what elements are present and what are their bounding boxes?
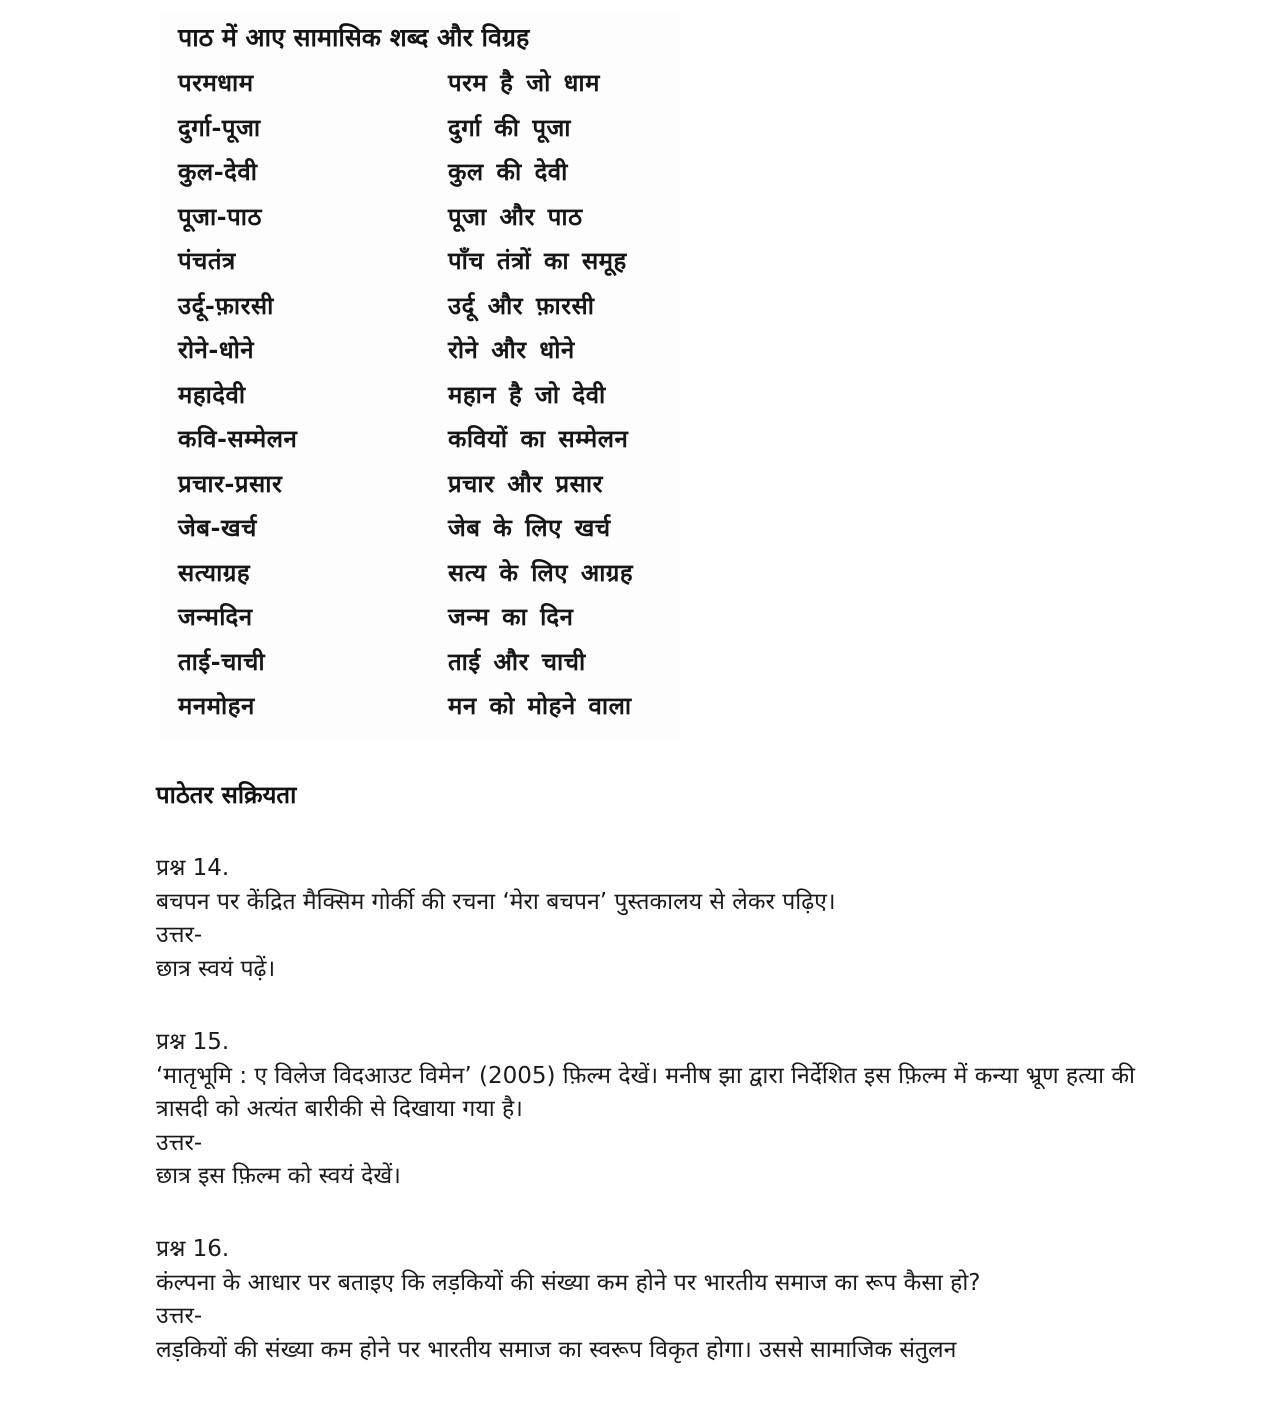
question-number: प्रश्न 14.	[156, 855, 230, 881]
samasik-pair	[178, 600, 678, 645]
samasik-word: महादेवी	[178, 379, 246, 409]
samasik-word: सत्याग्रह	[178, 557, 251, 587]
samasik-word: पूजा-पाठ	[178, 201, 262, 231]
samasik-pair-list	[178, 66, 678, 734]
samasik-vigrah: रोने और धोने	[448, 335, 575, 364]
samasik-vigrah: परम है जो धाम	[448, 68, 600, 97]
samasik-pair	[178, 244, 678, 289]
samasik-vigrah: पूजा और पाठ	[448, 201, 583, 231]
answer-label: उत्तर-	[156, 1303, 203, 1329]
samasik-pair	[178, 111, 678, 156]
samasik-pair	[178, 378, 678, 423]
samasik-vigrah: मन को मोहने वाला	[448, 691, 632, 720]
answer-label: उत्तर-	[156, 1129, 203, 1156]
scanned-textbook-excerpt	[160, 14, 680, 739]
samasik-word: जन्मदिन	[178, 602, 253, 631]
samasik-pair	[178, 645, 678, 690]
question-number: प्रश्न 15.	[156, 1029, 230, 1055]
samasik-word: जेब-खर्च	[178, 513, 257, 542]
samasik-vigrah: पाँच तंत्रों का समूह	[448, 246, 627, 275]
samasik-vigrah: महान है जो देवी	[448, 379, 606, 409]
samasik-word: पंचतंत्र	[178, 246, 236, 275]
question-text: बचपन पर केंद्रित मैक्सिम गोर्की की रचना ‘मेरा बचपन’ पुस्तकालय से लेकर पढ़िए।	[156, 888, 836, 915]
samasik-pair	[178, 66, 678, 111]
samasik-pair	[178, 200, 678, 245]
section-heading: पाठेतर सक्रियता	[156, 781, 297, 809]
samasik-word: कुल-देवी	[178, 157, 258, 186]
samasik-vigrah: ताई और चाची	[448, 646, 586, 676]
samasik-pair	[178, 467, 678, 512]
samasik-pair	[178, 689, 678, 734]
samasik-word: ताई-चाची	[178, 646, 266, 676]
samasik-word: कवि-सम्मेलन	[178, 424, 298, 453]
samasik-pair	[178, 289, 678, 334]
question-text: कंल्पना के आधार पर बताइए कि लड़कियों की संख्या कम होने पर भारतीय समाज का रूप कैसा हो?	[156, 1269, 981, 1296]
samasik-vigrah: उर्दू और फ़ारसी	[448, 290, 595, 320]
samasik-vigrah: सत्य के लिए आग्रह	[448, 557, 634, 587]
samasik-pair	[178, 333, 678, 378]
question-text: ‘मातृभूमि : ए विलेज विदआउट विमेन’ (2005) फ़िल्म देखें। मनीष झा द्वारा निर्देशित इस फ़िल्म में कन्या भ्रूण हत्या की त्रासदी को अत्यंत बारीकी से दिखाया गया है।	[156, 1062, 1136, 1122]
samasik-word: प्रचार-प्रसार	[178, 468, 283, 498]
samasik-vigrah: जेब के लिए खर्च	[448, 513, 611, 542]
answer-text: छात्र इस फ़िल्म को स्वयं देखें।	[156, 1163, 401, 1189]
samasik-pair	[178, 511, 678, 556]
samasik-word: मनमोहन	[178, 691, 255, 720]
samasik-pair	[178, 422, 678, 467]
samasik-pair	[178, 556, 678, 601]
samasik-vigrah: दुर्गा की पूजा	[448, 112, 571, 142]
question-number: प्रश्न 16.	[156, 1236, 230, 1262]
answer-text: छात्र स्वयं पढ़ें।	[156, 955, 276, 982]
samasik-word: रोने-धोने	[178, 335, 255, 364]
answer-label: उत्तर-	[156, 922, 203, 948]
samasik-vigrah: कुल की देवी	[448, 157, 568, 186]
samasik-title: पाठ में आए सामासिक शब्द और विग्रह	[178, 23, 530, 52]
answer-text: लड़कियों की संख्या कम होने पर भारतीय समाज का स्वरूप विकृत होगा। उससे सामाजिक संतुलन	[156, 1336, 957, 1363]
samasik-pair	[178, 155, 678, 200]
samasik-vigrah: जन्म का दिन	[448, 602, 574, 631]
samasik-vigrah: कवियों का सम्मेलन	[448, 424, 629, 453]
question-block	[156, 1233, 1166, 1367]
samasik-vigrah: प्रचार और प्रसार	[448, 468, 603, 498]
samasik-word: उर्दू-फ़ारसी	[178, 290, 274, 320]
samasik-word: परमधाम	[178, 68, 254, 97]
question-block	[156, 1026, 1166, 1194]
question-block	[156, 852, 1166, 986]
samasik-word: दुर्गा-पूजा	[178, 112, 261, 142]
